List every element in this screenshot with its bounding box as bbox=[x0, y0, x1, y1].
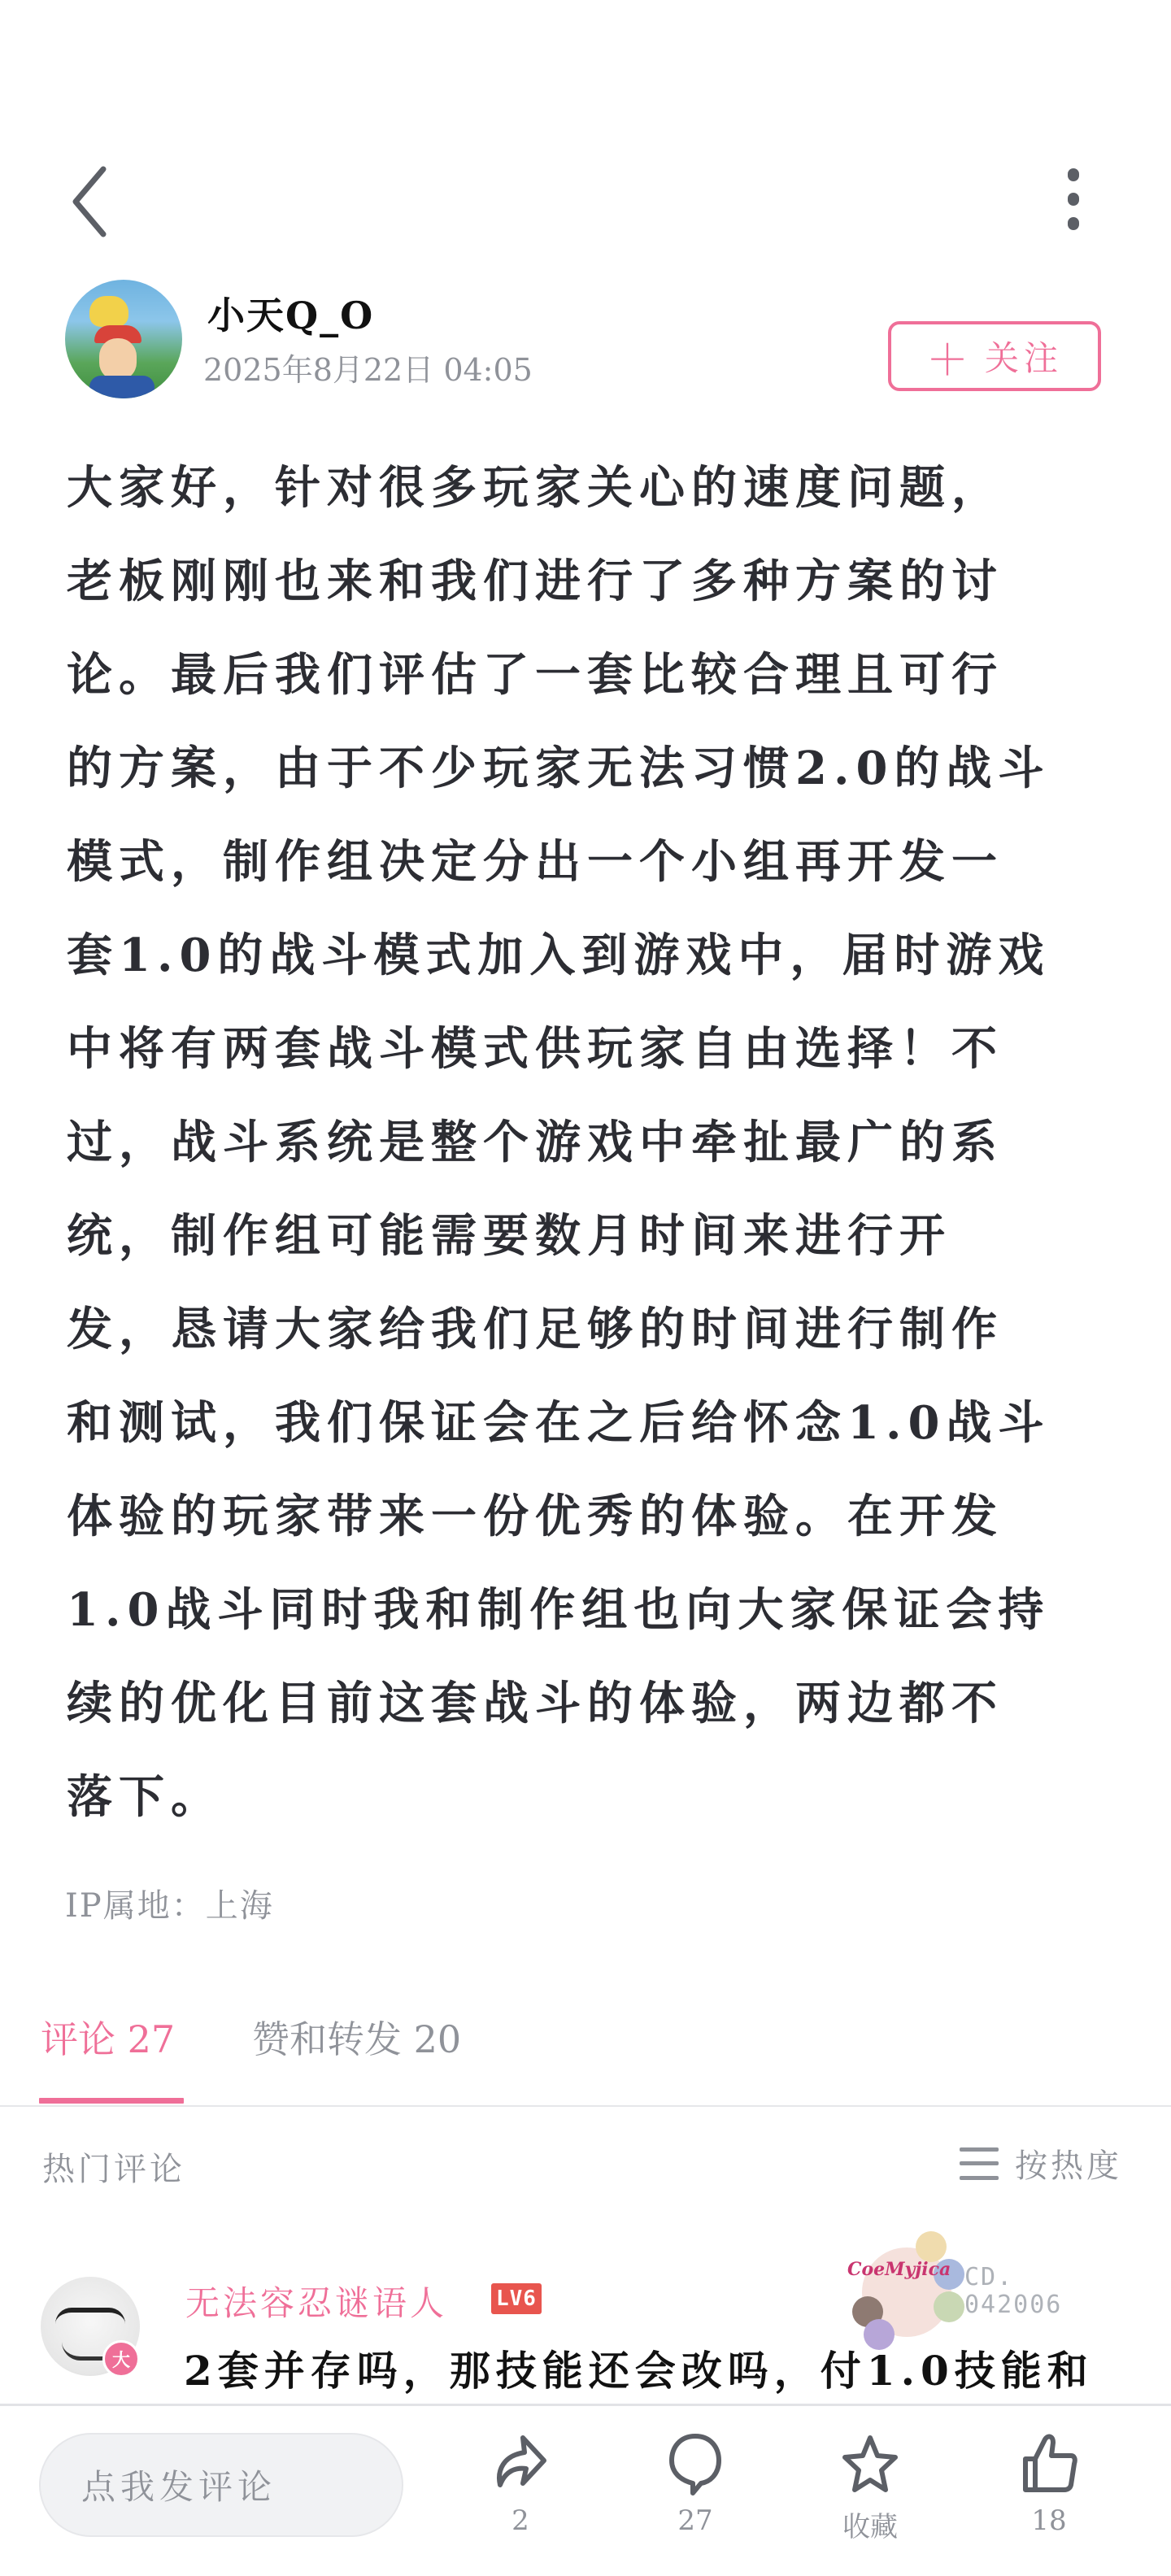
post-content bbox=[67, 442, 1075, 1844]
menu-lines-icon bbox=[960, 2147, 999, 2180]
post-text-line: 续的优化目前这套战斗的体验，两边都不 bbox=[67, 1677, 1003, 1730]
post-text-line: 中将有两套战斗模式供玩家自由选择！不 bbox=[67, 1022, 1003, 1076]
post-text-line: 套1.0的战斗模式加入到游戏中，届时游戏 bbox=[67, 929, 1051, 982]
avatar-art bbox=[89, 296, 128, 327]
post-text-line: 落下。 bbox=[67, 1770, 223, 1824]
follow-button[interactable] bbox=[888, 321, 1101, 391]
sort-label: 按热度 bbox=[1015, 2147, 1122, 2185]
like-button[interactable] bbox=[992, 2431, 1106, 2545]
post-text-line: 体验的玩家带来一份优秀的体验。在开发 bbox=[67, 1490, 1003, 1543]
comment-input[interactable]: 点我发评论 bbox=[39, 2433, 403, 2537]
divider bbox=[0, 2105, 1171, 2107]
tab-comments[interactable]: 评论 27 bbox=[41, 2017, 176, 2061]
favorite-label: 收藏 bbox=[842, 2511, 898, 2543]
post-text-line: 老板刚刚也来和我们进行了多种方案的讨 bbox=[67, 555, 1003, 608]
post-text-line: 和测试，我们保证会在之后给怀念1.0战斗 bbox=[67, 1396, 1051, 1450]
comment-icon bbox=[665, 2431, 725, 2496]
author-avatar[interactable] bbox=[65, 280, 182, 398]
commenter-avatar[interactable] bbox=[41, 2277, 140, 2376]
thumbs-up-icon bbox=[1019, 2431, 1079, 2496]
vip-badge: 大 bbox=[102, 2340, 140, 2378]
comment-button[interactable] bbox=[638, 2431, 752, 2545]
post-text-line: 统，制作组可能需要数月时间来进行开 bbox=[67, 1209, 951, 1263]
ip-location: IP属地：上海 bbox=[65, 1887, 274, 1925]
share-count: 2 bbox=[511, 2504, 529, 2537]
fan-medal-decoration bbox=[846, 2231, 968, 2353]
post-text-line: 模式，制作组决定分出一个小组再开发一 bbox=[67, 835, 1003, 889]
more-vertical-icon-dot bbox=[1068, 217, 1079, 230]
share-button[interactable] bbox=[464, 2431, 577, 2545]
tab-likes-reposts[interactable]: 赞和转发 20 bbox=[252, 2017, 462, 2061]
post-text-line: 大家好，针对很多玩家关心的速度问题， bbox=[67, 461, 1003, 515]
back-button[interactable] bbox=[57, 154, 122, 248]
sort-by-popularity-button[interactable] bbox=[960, 2140, 1122, 2187]
post-text-line: 发，恳请大家给我们足够的时间进行制作 bbox=[67, 1303, 1003, 1356]
medal-logo: CoeMyjica bbox=[847, 2259, 951, 2280]
plus-icon: ＋ bbox=[925, 336, 973, 385]
post-text-line: 的方案，由于不少玩家无法习惯2.0的战斗 bbox=[67, 742, 1051, 795]
more-vertical-icon-dot bbox=[1068, 193, 1079, 206]
post-text-line: 过，战斗系统是整个游戏中牵扯最广的系 bbox=[67, 1116, 1003, 1169]
more-options-button[interactable] bbox=[1049, 159, 1098, 240]
active-tab-indicator bbox=[39, 2098, 184, 2104]
post-text-line: 论。最后我们评估了一套比较合理且可行 bbox=[67, 648, 1003, 702]
comment-count: 27 bbox=[677, 2504, 713, 2537]
hot-comments-heading: 热门评论 bbox=[42, 2151, 185, 2188]
post-text-line: 1.0战斗同时我和制作组也向大家保证会持 bbox=[67, 1583, 1051, 1637]
post-timestamp: 2025年8月22日 04:05 bbox=[203, 352, 533, 388]
medal-code: CD. 042006 bbox=[964, 2263, 1063, 2319]
commenter-name[interactable]: 无法容忍谜语人 bbox=[185, 2283, 448, 2323]
share-icon bbox=[490, 2431, 551, 2496]
follow-label: 关注 bbox=[985, 338, 1064, 378]
level-badge: LV6 bbox=[491, 2283, 542, 2314]
more-vertical-icon bbox=[1068, 168, 1079, 181]
chevron-left-icon bbox=[69, 164, 110, 239]
star-icon bbox=[840, 2431, 900, 2496]
author-name[interactable]: 小天Q_O bbox=[207, 294, 375, 337]
comment-text: 2套并存吗，那技能还会改吗，付1.0技能和 bbox=[184, 2347, 1094, 2395]
favorite-button[interactable] bbox=[813, 2431, 927, 2545]
like-count: 18 bbox=[1031, 2504, 1067, 2537]
